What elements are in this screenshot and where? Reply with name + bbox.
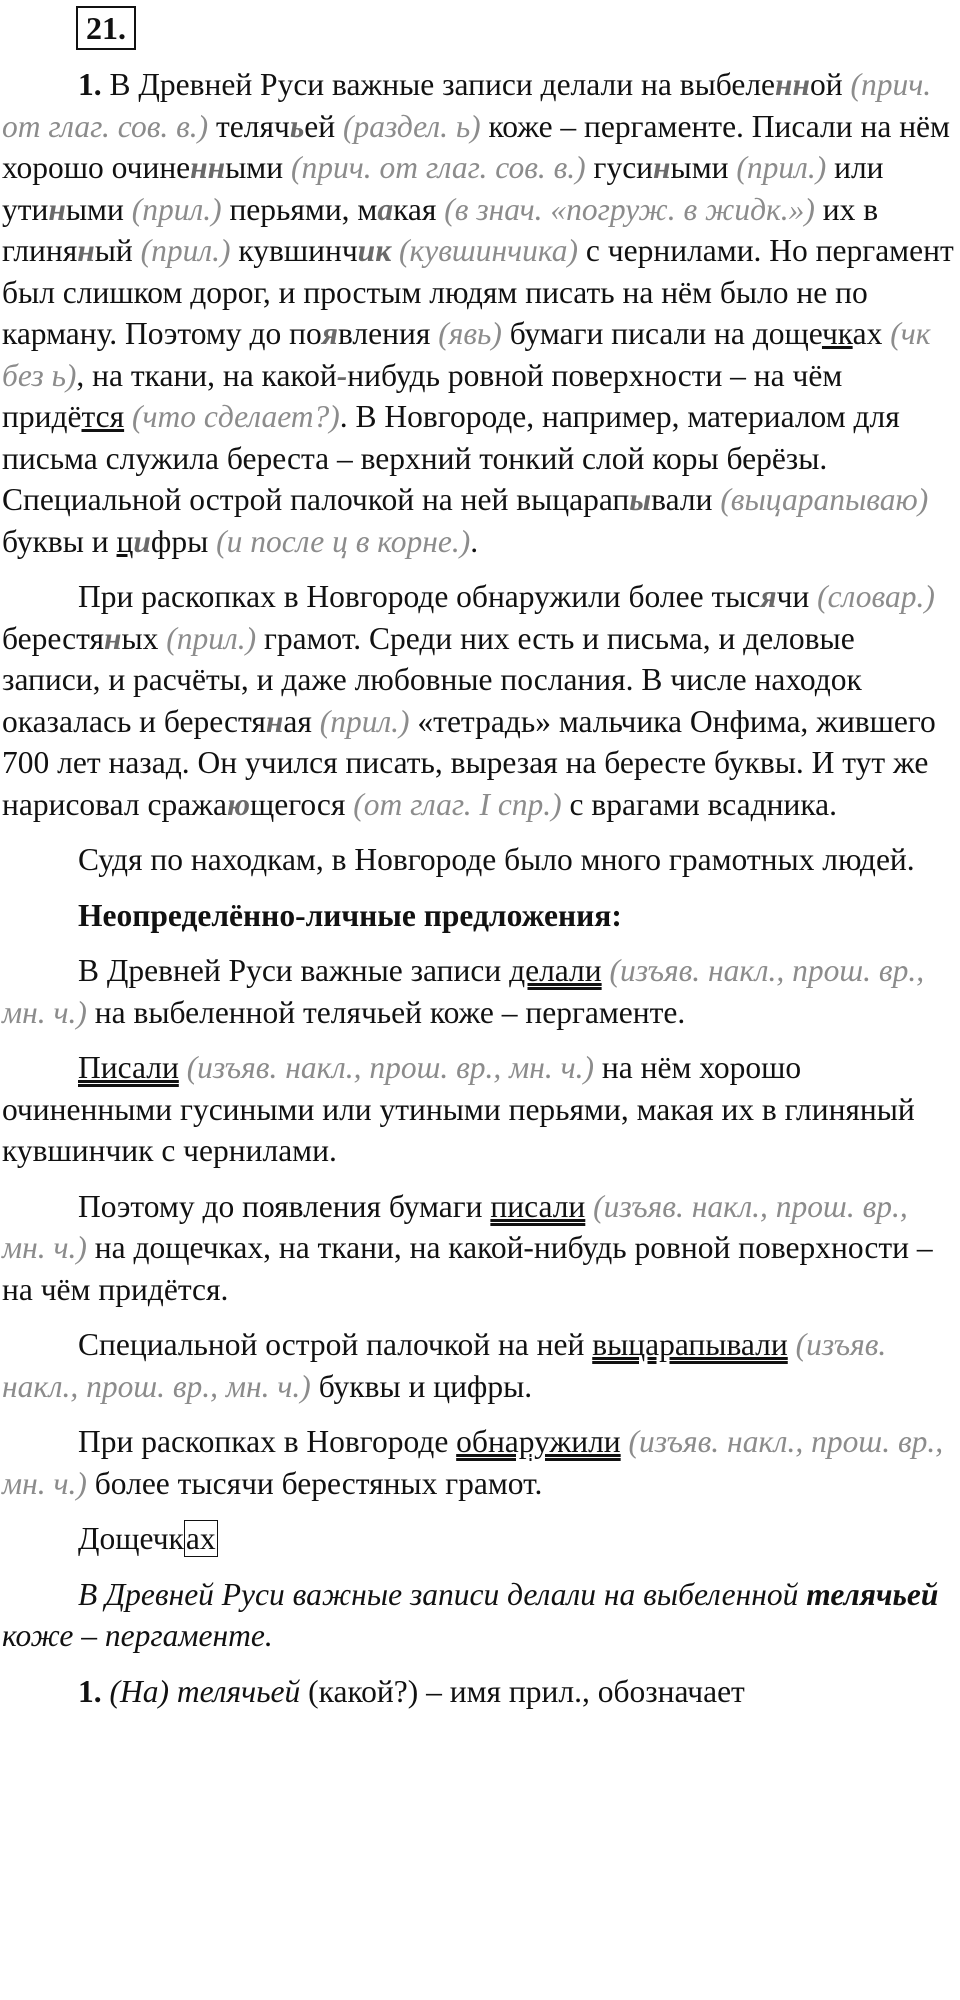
exercise-number: 21. (76, 6, 136, 50)
sentence-3: Поэтому до появления бумаги писали (изъяв. накл., прош. вр., мн. ч.) на дощечках, на ткани, на какой-нибудь ровной поверхности – на чём придётся. (2, 1188, 933, 1307)
sentence-4: Специальной острой палочкой на ней выцарапывали (изъяв. накл., прош. вр., мн. ч.) буквы и цифры. (2, 1327, 887, 1404)
paragraph-1: 1. В Древней Руси важные записи делали на выбеленной (прич. от глаг. сов. в.) телячьей (раздел. ь) коже – пергаменте. Писали на нём хорошо очиненными (прич. от глаг. сов. в.) гусиными (прил.) или утиными (прил.) перьями, макая (в знач. «погруж. в жидк.») их в глиняный (прил.) кувшинчик (кувшинчика) с чернилами. Но пергамент был слишком дорог, и простым людям писать на нём было не по карману. Поэтому до появления (явь) бумаги писали на дощечках (чк без ь), на ткани, на какой-нибудь ровной поверхности – на чём придётся (что сделает?). В Новгороде, например, материалом для письма служила береста – верхний тонкий слой коры берёзы. Специальной острой палочкой на ней выцарапывали (выцарапываю) буквы и цифры (и после ц в корне.). (2, 67, 954, 559)
section-heading: Неопределённо-личные предложения: (78, 897, 622, 933)
paragraph-3: Судя по находкам, в Новгороде было много грамотных людей. (78, 842, 915, 877)
word-root: Дощечк (78, 1521, 184, 1556)
paragraph-2: При раскопках в Новгороде обнаружили более тысячи (словар.) берестяных (прил.) грамот. Среди них есть и письма, и деловые записи, и расчёты, и даже любовные послания. В числе находок оказалась и берестяная (прил.) «тетрадь» мальчика Онфима, жившего 700 лет назад. Он учился писать, вырезая на бересте буквы. И тут же нарисовал сражающегося (от глаг. I спр.) с врагами всадника. (2, 579, 936, 822)
word-ending: ах (185, 1521, 216, 1556)
word-analysis (2, 1518, 960, 1560)
sentence-5: При раскопках в Новгороде обнаружили (изъяв. накл., прош. вр., мн. ч.) более тысячи берестяных грамот. (2, 1424, 944, 1501)
sentence-1: В Древней Руси важные записи делали (изъяв. накл., прош. вр., мн. ч.) на выбеленной телячьей коже – пергаменте. (2, 953, 925, 1030)
analysis-point-1: 1. (На) телячьей (какой?) – имя прил., обозначает (78, 1673, 745, 1709)
analysis-sentence: В Древней Руси важные записи делали на выбеленной телячьей коже – пергаменте. (2, 1576, 939, 1653)
sentence-2: Писали (изъяв. накл., прош. вр., мн. ч.) на нём хорошо очиненными гусиными или утиными перьями, макая их в глиняный кувшинчик с чернилами. (2, 1050, 915, 1168)
